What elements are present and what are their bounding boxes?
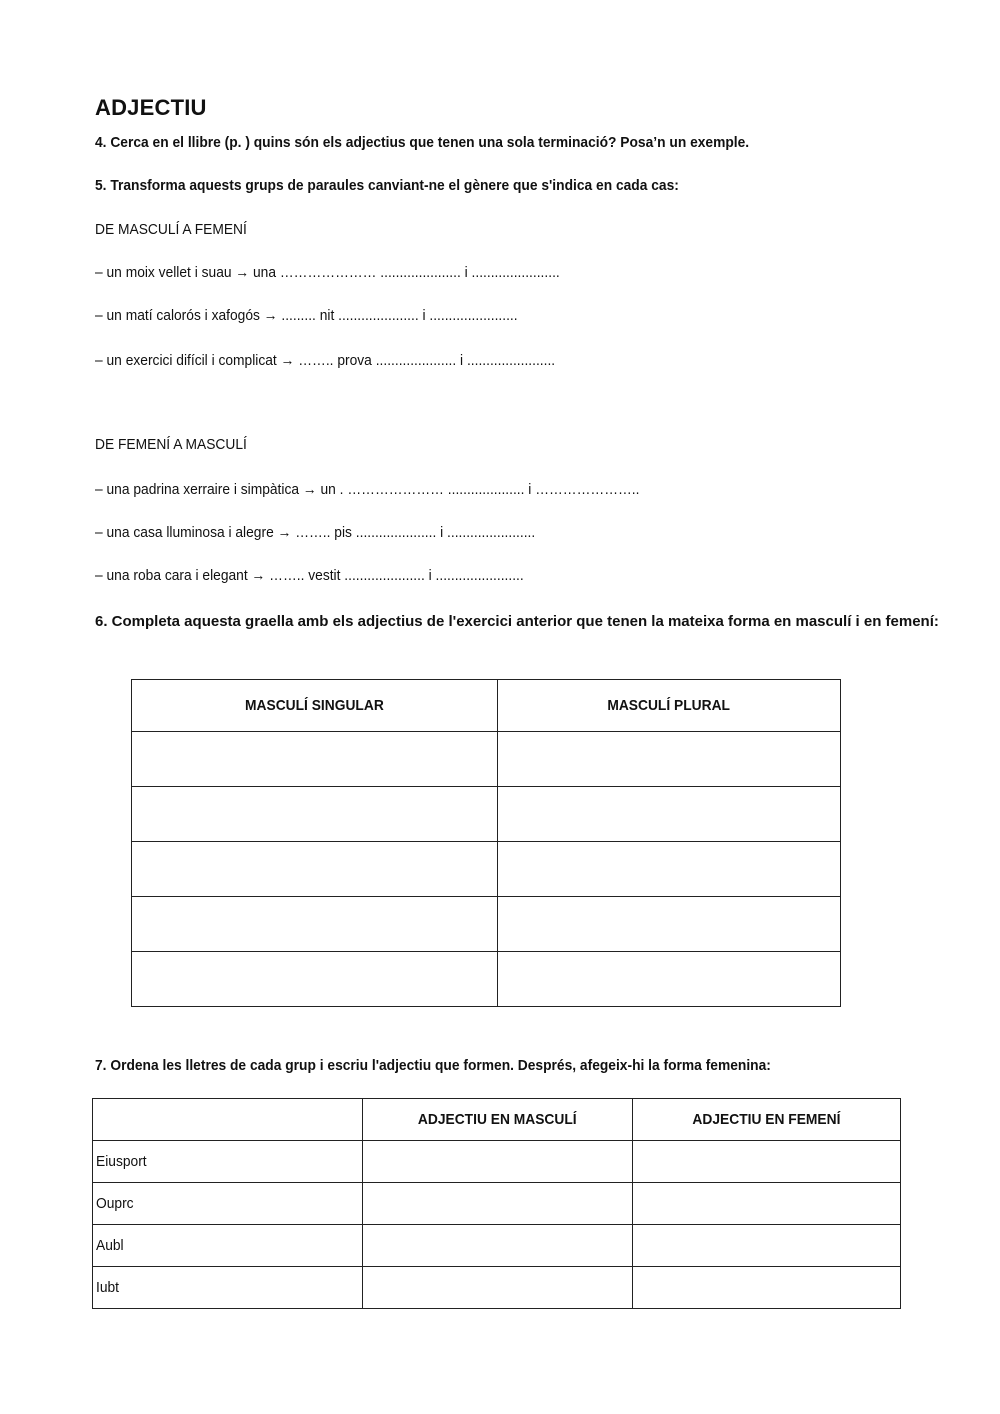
question-5: 5. Transforma aquests grups de paraules canviant-ne el gènere que s'indica en cada cas:	[95, 177, 679, 194]
masculine-table	[131, 679, 841, 1007]
table-row	[93, 1183, 901, 1225]
exercise-line: – una casa lluminosa i alegre → …….. pis ..................... i .......................	[95, 524, 536, 541]
answer-cell[interactable]	[363, 1183, 633, 1225]
answer-cell[interactable]	[363, 1267, 633, 1309]
answer-cell[interactable]	[498, 952, 841, 1007]
answer-cell[interactable]	[132, 732, 498, 787]
table-row	[132, 732, 841, 787]
section-heading-masc-fem: DE MASCULÍ A FEMENÍ	[95, 221, 247, 238]
answer-cell[interactable]	[633, 1267, 901, 1309]
answer-cell[interactable]	[498, 787, 841, 842]
table-row	[93, 1267, 901, 1309]
table-row	[132, 897, 841, 952]
table-header: MASCULÍ PLURAL	[498, 680, 841, 732]
table-row	[132, 842, 841, 897]
exercise-line: – un exercici difícil i complicat → …….. prova ..................... i .......................	[95, 352, 556, 369]
anagram-cell: Aubl	[93, 1225, 363, 1267]
answer-cell[interactable]	[132, 897, 498, 952]
answer-cell[interactable]	[633, 1141, 901, 1183]
exercise-line: – una padrina xerraire i simpàtica → un . ………………… .................... i …………………..	[95, 481, 640, 498]
answer-cell[interactable]	[363, 1141, 633, 1183]
answer-cell[interactable]	[498, 897, 841, 952]
anagram-cell: Eiusport	[93, 1141, 363, 1183]
question-7: 7. Ordena les lletres de cada grup i escriu l'adjectiu que formen. Després, afegeix-hi la forma femenina:	[95, 1057, 771, 1074]
table-header: ADJECTIU EN FEMENÍ	[633, 1099, 901, 1141]
answer-cell[interactable]	[498, 732, 841, 787]
table-header: MASCULÍ SINGULAR	[132, 680, 498, 732]
anagram-table	[92, 1098, 901, 1309]
answer-cell[interactable]	[132, 952, 498, 1007]
table-header	[93, 1099, 363, 1141]
question-4: 4. Cerca en el llibre (p. ) quins són els adjectius que tenen una sola terminació? Posa’n un exemple.	[95, 134, 750, 151]
page-title: ADJECTIU	[95, 95, 207, 120]
answer-cell[interactable]	[633, 1225, 901, 1267]
answer-cell[interactable]	[633, 1183, 901, 1225]
section-heading-fem-masc: DE FEMENÍ A MASCULÍ	[95, 436, 247, 453]
answer-cell[interactable]	[363, 1225, 633, 1267]
exercise-line: – un matí calorós i xafogós → ......... nit ..................... i .......................	[95, 307, 518, 324]
answer-cell[interactable]	[132, 787, 498, 842]
exercise-line: – un moix vellet i suau → una ………………… ..................... i .......................	[95, 264, 560, 281]
table-row	[132, 787, 841, 842]
table-row	[93, 1141, 901, 1183]
table-row	[93, 1225, 901, 1267]
anagram-cell: Ouprc	[93, 1183, 363, 1225]
table-row	[132, 952, 841, 1007]
question-6: 6. Completa aquesta graella amb els adjectius de l'exercici anterior que tenen la mateixa forma en masculí i en femení:	[95, 613, 939, 630]
exercise-line: – una roba cara i elegant → …….. vestit ..................... i .......................	[95, 567, 524, 584]
anagram-cell: Iubt	[93, 1267, 363, 1309]
answer-cell[interactable]	[498, 842, 841, 897]
table-header: ADJECTIU EN MASCULÍ	[363, 1099, 633, 1141]
answer-cell[interactable]	[132, 842, 498, 897]
